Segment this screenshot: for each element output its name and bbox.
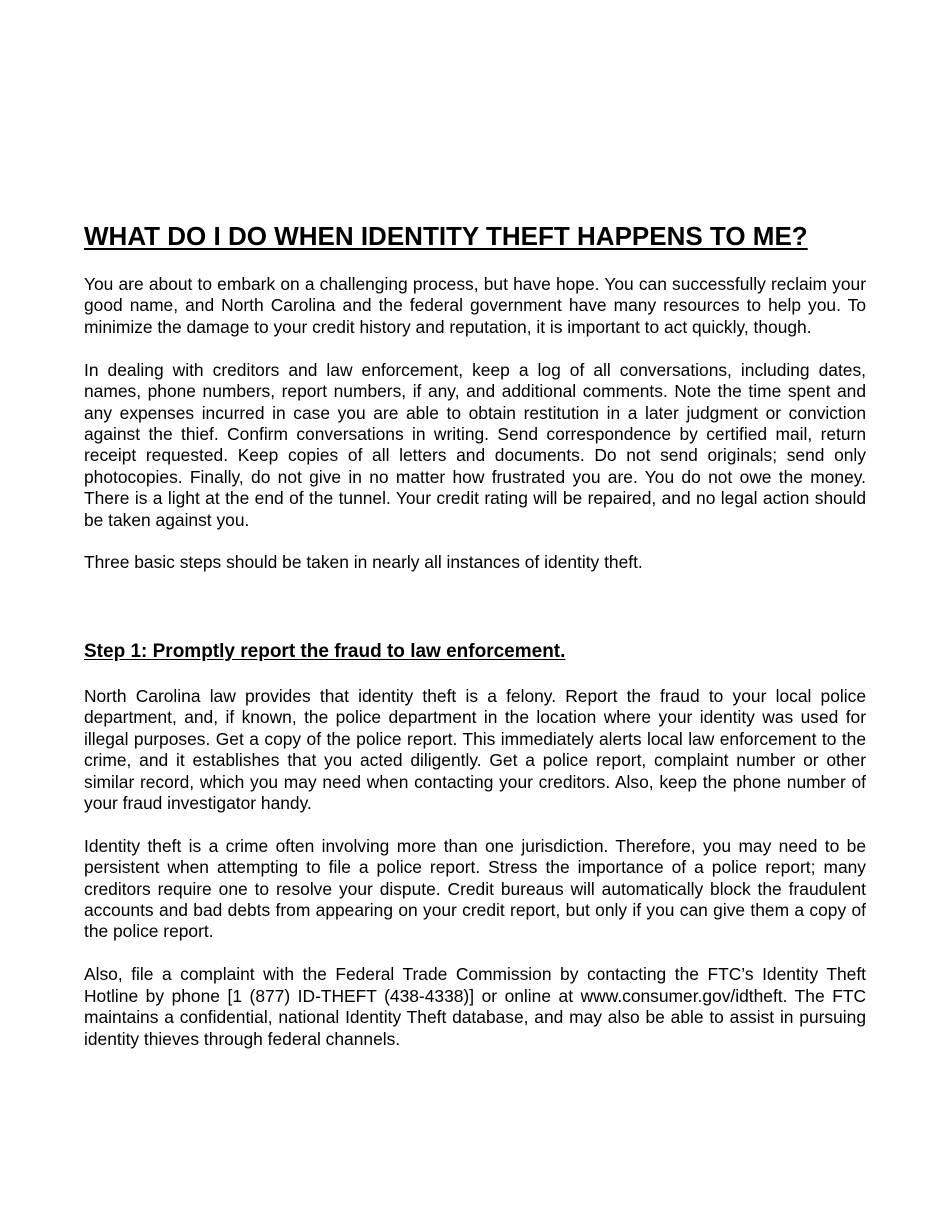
page-title: WHAT DO I DO WHEN IDENTITY THEFT HAPPENS TO ME?: [84, 221, 808, 251]
step-1-paragraph-1: North Carolina law provides that identity theft is a felony. Report the fraud to your local police department, and, if known, the police department in the location where your identity was used for illegal purposes. Get a copy of the police report. This immediately alerts local law enforcement to the crime, and it establishes that you acted diligently. Get a police report, complaint number or other similar record, which you may need when contacting your creditors. Also, keep the phone number of your fraud investigator handy.: [84, 685, 866, 813]
intro-paragraph-3: Three basic steps should be taken in nearly all instances of identity theft.: [84, 552, 643, 573]
step-1-paragraph-2: Identity theft is a crime often involving more than one jurisdiction. Therefore, you may need to be persistent when attempting to file a police report. Stress the importance of a police report; many creditors require one to resolve your dispute. Credit bureaus will automatically block the fraudulent accounts and bad debts from appearing on your credit report, but only if you can give them a copy of the police report.: [84, 835, 866, 942]
document-page: [84, 220, 866, 1050]
step-1-paragraph-3: Also, file a complaint with the Federal Trade Commission by contacting the FTC’s Identity Theft Hotline by phone [1 (877) ID-THEFT (438-4338)] or online at www.consumer.gov/idtheft. The FTC maintains a confidential, national Identity Theft database, and may also be able to assist in pursuing identity thieves through federal channels.: [84, 964, 866, 1049]
intro-paragraph-1: You are about to embark on a challenging process, but have hope. You can successfully reclaim your good name, and North Carolina and the federal government have many resources to help you. To minimize the damage to your credit history and reputation, it is important to act quickly, though.: [84, 274, 866, 337]
intro-paragraph-2: In dealing with creditors and law enforcement, keep a log of all conversations, including dates, names, phone numbers, report numbers, if any, and additional comments. Note the time spent and any expenses incurred in case you are able to obtain restitution in a later judgment or conviction against the thief. Confirm conversations in writing. Send correspondence by certified mail, return receipt requested. Keep copies of all letters and documents. Do not send originals; send only photocopies. Finally, do not give in no matter how frustrated you are. You do not owe the money. There is a light at the end of the tunnel. Your credit rating will be repaired, and no legal action should be taken against you.: [84, 359, 866, 530]
step-1-heading: Step 1: Promptly report the fraud to law enforcement.: [84, 640, 566, 662]
